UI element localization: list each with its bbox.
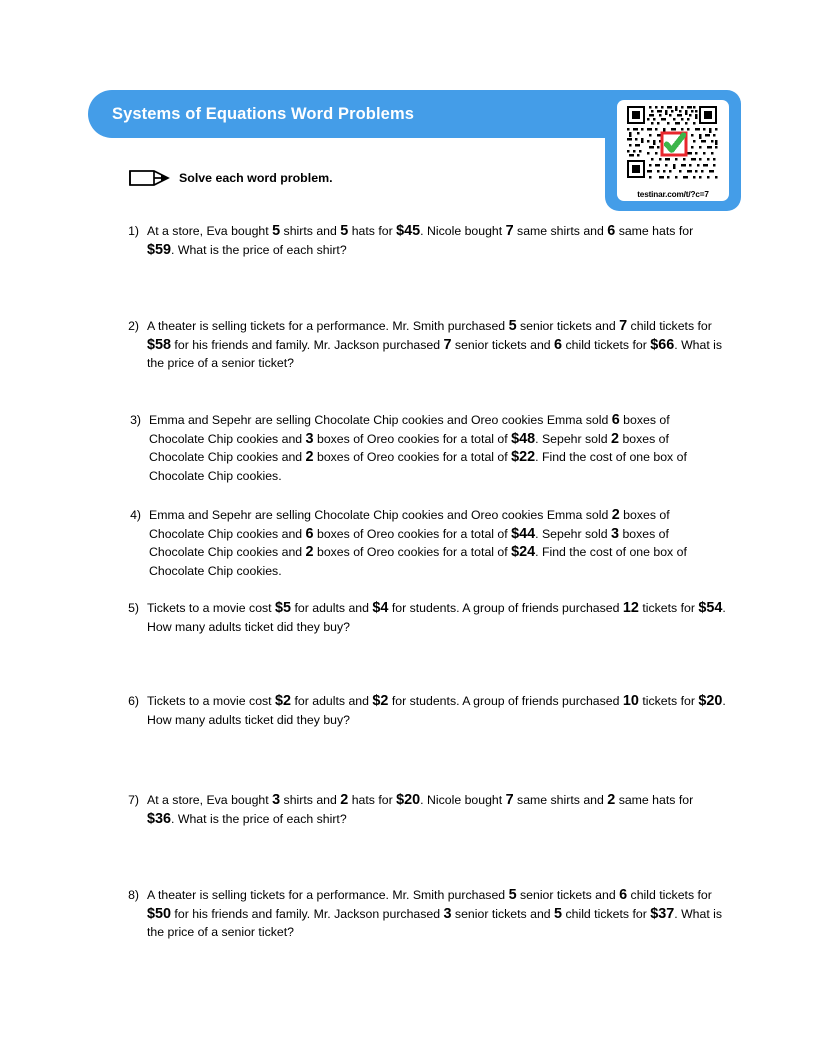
problem-number: 2) (128, 319, 139, 333)
problem-number: 5) (128, 601, 139, 615)
problem-text: Tickets to a movie cost $2 for adults and $2 for students. A group of friends purchased 10 tickets for $20. How many adults ticket did they buy? (147, 693, 726, 727)
qr-code-icon (625, 104, 721, 184)
qr-code-card (617, 100, 729, 201)
qr-url-label: testinar.com/t/?c=7 (637, 190, 709, 199)
problem-item (111, 791, 724, 828)
problem-number: 6) (128, 694, 139, 708)
problem-item (111, 599, 727, 636)
instruction-row (128, 164, 333, 192)
problem-text: Emma and Sepehr are selling Chocolate Chip cookies and Oreo cookies Emma sold 2 boxes of Chocolate Chip cookies and 6 boxes of Oreo cookies for a total of $44. Sepehr sold 3 boxes of Chocolate Chip cookies and 2 boxes of Oreo cookies for a total of $24. Find the cost of one box of Chocolate Chip cookies. (149, 507, 687, 579)
qr-code-panel[interactable] (605, 90, 741, 211)
problem-text: Tickets to a movie cost $5 for adults and $4 for students. A group of friends purchased 12 tickets for $54. How many adults ticket did they buy? (147, 600, 726, 634)
problem-item (111, 317, 727, 373)
problem-text: At a store, Eva bought 5 shirts and 5 hats for $45. Nicole bought 7 same shirts and 6 same hats for $59. What is the price of each shirt? (147, 223, 694, 258)
problem-text: Emma and Sepehr are selling Chocolate Chip cookies and Oreo cookies Emma sold 6 boxes of Chocolate Chip cookies and 3 boxes of Oreo cookies for a total of $48. Sepehr sold 2 boxes of Chocolate Chip cookies and 2 boxes of Oreo cookies for a total of $22. Find the cost of one box of Chocolate Chip cookies. (149, 412, 687, 484)
problem-item (113, 411, 726, 486)
problem-number: 7) (128, 793, 139, 807)
worksheet-header (0, 0, 816, 215)
problem-number: 4) (130, 508, 141, 522)
page-title: Systems of Equations Word Problems (112, 105, 414, 123)
problem-number: 3) (130, 413, 141, 427)
problem-text: A theater is selling tickets for a performance. Mr. Smith purchased 5 senior tickets and 6 child tickets for $50 for his friends and family. Mr. Jackson purchased 3 senior tickets and 5 child tickets for $37. What is the price of a senior ticket? (147, 887, 723, 940)
problem-text: A theater is selling tickets for a performance. Mr. Smith purchased 5 senior tickets and 7 child tickets for $58 for his friends and family. Mr. Jackson purchased 7 senior tickets and 6 child tickets for $66. What is the price of a senior ticket? (147, 318, 723, 371)
problem-item (111, 886, 727, 942)
problem-number: 8) (128, 888, 139, 902)
problem-number: 1) (128, 224, 139, 238)
title-bar (88, 90, 658, 138)
instruction-label: Solve each word problem. (179, 171, 333, 185)
problem-item (111, 222, 724, 259)
problem-text: At a store, Eva bought 3 shirts and 2 hats for $20. Nicole bought 7 same shirts and 2 same hats for $36. What is the price of each shirt? (147, 792, 694, 827)
pencil-icon (128, 166, 172, 190)
problem-item (113, 506, 726, 581)
problem-item (111, 692, 727, 729)
